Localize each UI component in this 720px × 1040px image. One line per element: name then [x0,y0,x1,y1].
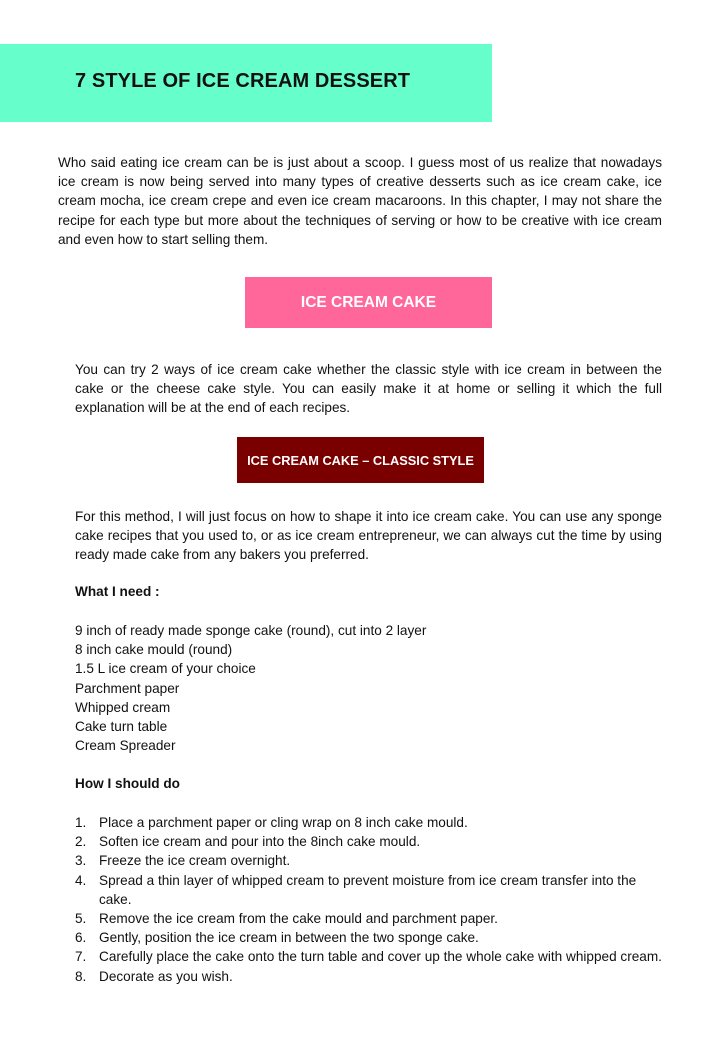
step-item [75,947,662,966]
step-text: Carefully place the cake onto the turn table and cover up the whole cake with whipped cream. [99,949,662,965]
section-heading-banner [245,277,492,328]
subsection-heading-banner [237,437,484,483]
list-item: Whipped cream [75,699,171,715]
step-number: 7. [75,949,87,965]
steps-heading: How I should do [75,776,180,791]
step-item [75,928,662,947]
step-text: Decorate as you wish. [99,968,233,984]
steps-list [75,813,662,986]
list-item: Parchment paper [75,680,180,696]
step-item [75,871,662,909]
step-item [75,967,662,986]
subsection-heading: ICE CREAM CAKE – CLASSIC STYLE [247,452,474,468]
intro-paragraph: Who said eating ice cream can be is just about a scoop. I guess most of us realize that nowadays ice cream is now being served into many types of creative desserts such as ice cream cake, ice cream mocha, ice cream crepe and even ice cream macaroons. In this chapter, I may not share the recipe for each type but more about the techniques of serving or how to be creative with ice cream and even how to start selling them. [58,155,662,247]
list-item: 1.5 L ice cream of your choice [75,661,256,677]
step-text: Spread a thin layer of whipped cream to prevent moisture from ice cream transfer into the cake. [99,872,637,907]
step-number: 3. [75,853,87,869]
step-text: Gently, position the ice cream in between the two sponge cake. [99,930,479,946]
needs-list [75,621,426,755]
list-item: Cake turn table [75,719,168,735]
step-item [75,813,662,832]
subsection-paragraph: For this method, I will just focus on how to shape it into ice cream cake. You can use any sponge cake recipes that you used to, or as ice cream entrepreneur, we can always cut the time by using ready made cake from any bakers you preferred. [75,509,662,563]
list-item: 9 inch of ready made sponge cake (round), cut into 2 layer [75,623,427,638]
step-number: 5. [75,911,87,927]
needs-heading: What I need : [75,584,160,599]
section-paragraph: You can try 2 ways of ice cream cake whether the classic style with ice cream in between the cake or the cheese cake style. You can easily make it at home or selling it which the full explanation will be at the end of each recipes. [75,362,662,416]
step-number: 8. [75,968,87,984]
step-number: 1. [75,815,87,830]
list-item: Cream Spreader [75,738,176,754]
section-heading: ICE CREAM CAKE [300,293,437,311]
step-number: 4. [75,872,87,888]
step-item [75,851,662,870]
step-text: Freeze the ice cream overnight. [99,853,291,869]
step-text: Soften ice cream and pour into the 8inch cake mould. [99,834,421,850]
step-text: Remove the ice cream from the cake mould and parchment paper. [99,911,498,927]
step-number: 2. [75,834,87,850]
step-number: 6. [75,930,87,946]
step-item [75,909,662,928]
step-item [75,832,662,851]
step-text: Place a parchment paper or cling wrap on 8 inch cake mould. [99,815,468,830]
page-title: 7 STYLE OF ICE CREAM DESSERT [75,70,411,92]
list-item: 8 inch cake mould (round) [75,642,233,658]
